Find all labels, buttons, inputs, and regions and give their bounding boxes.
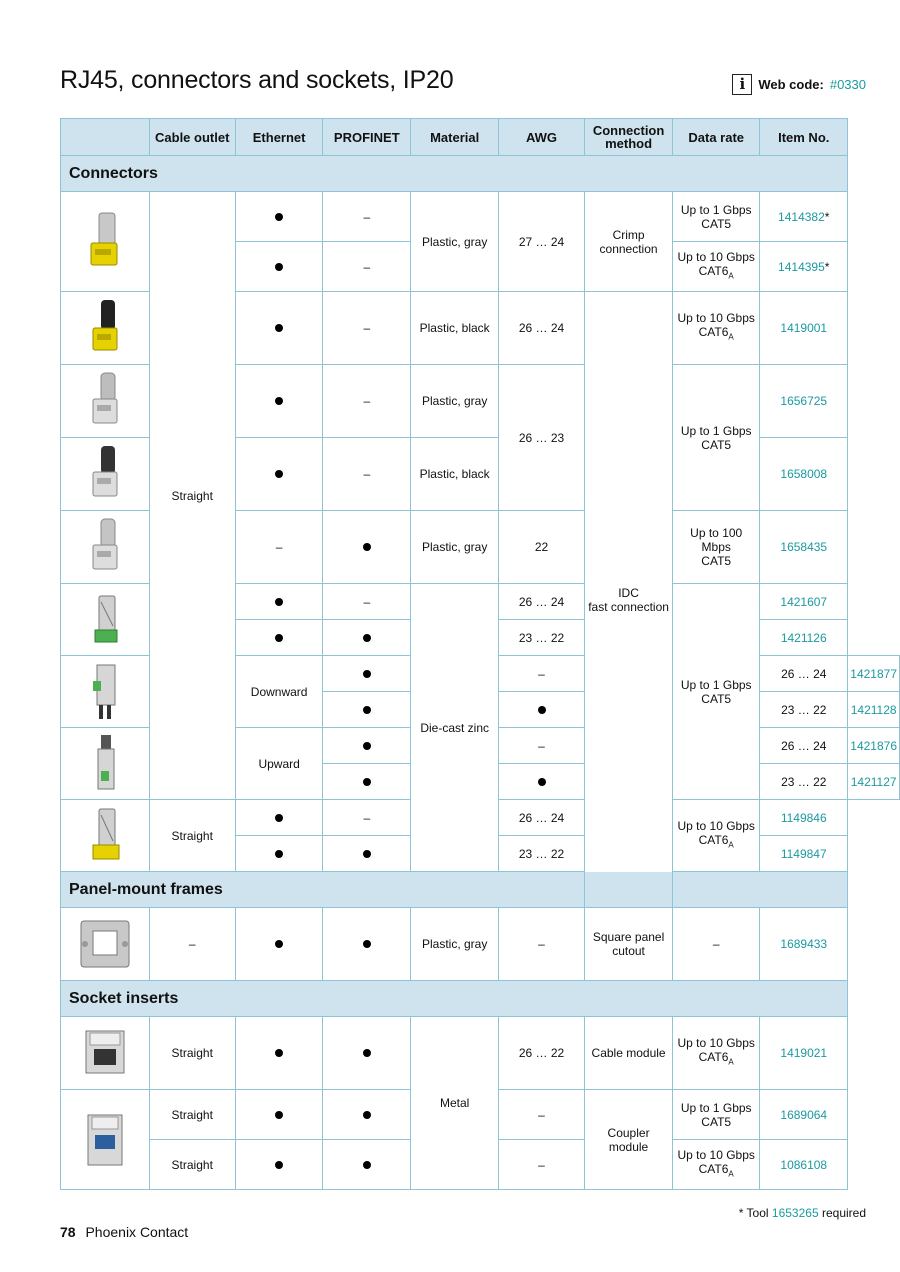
web-code bbox=[732, 74, 866, 95]
asterisk: * bbox=[824, 209, 830, 224]
item-cell bbox=[760, 242, 848, 292]
profinet-cell bbox=[323, 1090, 411, 1140]
cat-label: CAT6 bbox=[698, 1050, 729, 1065]
profinet-cell bbox=[323, 836, 411, 872]
item-cell bbox=[760, 1090, 848, 1140]
awg-cell: 23 … 22 bbox=[499, 620, 585, 656]
awg-cell: 23 … 22 bbox=[760, 692, 848, 728]
ethernet-cell bbox=[323, 764, 411, 800]
dot-icon bbox=[363, 706, 371, 714]
awg-cell: 26 … 24 bbox=[760, 656, 848, 692]
rate-label: Up to 1 Gbps bbox=[680, 1100, 752, 1115]
header-cable-outlet: Cable outlet bbox=[149, 119, 235, 156]
rj45-metal-connector-upward-icon bbox=[85, 733, 125, 795]
data-rate-cell bbox=[673, 292, 760, 365]
cat-sub: A bbox=[728, 840, 734, 850]
cat-label: CAT5 bbox=[701, 554, 732, 568]
cat-label: CAT5 bbox=[701, 1114, 732, 1129]
item-cell bbox=[760, 511, 848, 584]
rate-label: Up to 1 Gbps bbox=[680, 423, 752, 438]
connection-method-cell: Coupler module bbox=[584, 1090, 672, 1190]
awg-cell: 26 … 24 bbox=[760, 728, 848, 764]
awg-cell: 26 … 23 bbox=[499, 365, 585, 511]
rj45-metal-connector-green-icon bbox=[85, 590, 125, 650]
product-image bbox=[61, 438, 150, 511]
awg-cell: 22 bbox=[499, 511, 585, 584]
item-cell bbox=[760, 1017, 848, 1090]
dot-icon bbox=[275, 213, 283, 221]
ethernet-cell bbox=[235, 242, 322, 292]
awg-cell: 26 … 22 bbox=[499, 1017, 585, 1090]
material-cell: Plastic, gray bbox=[411, 365, 499, 438]
product-image bbox=[61, 365, 150, 438]
dot-icon bbox=[363, 850, 371, 858]
header-item-no: Item No. bbox=[760, 119, 848, 156]
awg-cell: – bbox=[499, 1140, 585, 1190]
material-cell: Metal bbox=[411, 1017, 499, 1190]
product-image bbox=[61, 192, 150, 292]
item-link[interactable]: 1149846 bbox=[780, 810, 827, 825]
table-row bbox=[61, 192, 900, 242]
cable-outlet-upward: Upward bbox=[235, 728, 322, 800]
item-cell bbox=[848, 656, 900, 692]
dot-icon bbox=[275, 850, 283, 858]
item-link[interactable]: 1421607 bbox=[780, 594, 828, 609]
item-link[interactable]: 1658435 bbox=[780, 540, 828, 554]
rj45-connector-yellow-icon bbox=[85, 209, 125, 275]
item-link[interactable]: 1414395 bbox=[778, 259, 825, 274]
item-cell bbox=[760, 192, 848, 242]
product-image bbox=[61, 800, 150, 872]
rj45-connector-black-gray-icon bbox=[85, 444, 125, 504]
rate-label: Up to 10 Gbps bbox=[677, 818, 755, 833]
cat-sub: A bbox=[728, 271, 734, 281]
rate-label: Up to 10 Gbps bbox=[677, 1036, 755, 1051]
product-image bbox=[61, 728, 150, 800]
item-link[interactable]: 1419021 bbox=[780, 1046, 828, 1060]
cable-outlet-downward: Downward bbox=[235, 656, 322, 728]
dot-icon bbox=[275, 324, 283, 332]
rj45-connector-black-icon bbox=[85, 298, 125, 358]
company-name: Phoenix Contact bbox=[85, 1224, 189, 1240]
profinet-cell bbox=[323, 620, 411, 656]
material-cell: Plastic, black bbox=[411, 438, 499, 511]
dot-icon bbox=[363, 543, 371, 551]
profinet-cell: – bbox=[323, 365, 411, 438]
header-awg: AWG bbox=[499, 119, 585, 156]
header-data-rate: Data rate bbox=[673, 119, 760, 156]
profinet-cell: – bbox=[499, 728, 585, 764]
awg-cell: 23 … 22 bbox=[499, 836, 585, 872]
ethernet-cell bbox=[323, 728, 411, 764]
connection-method-cell: Crimp connection bbox=[584, 192, 672, 292]
item-cell bbox=[848, 692, 900, 728]
ethernet-cell bbox=[235, 584, 322, 620]
dot-icon bbox=[275, 1161, 283, 1169]
profinet-cell: – bbox=[323, 292, 411, 365]
ethernet-cell bbox=[235, 620, 322, 656]
product-table bbox=[60, 118, 900, 1190]
item-link[interactable]: 1656725 bbox=[780, 394, 828, 408]
dot-icon bbox=[275, 397, 283, 405]
rate-label: Up to 1 Gbps bbox=[680, 202, 752, 217]
product-image bbox=[61, 511, 150, 584]
ethernet-cell bbox=[235, 438, 322, 511]
dot-icon bbox=[363, 1111, 371, 1119]
header-profinet: PROFINET bbox=[323, 119, 411, 156]
product-image bbox=[61, 584, 150, 656]
product-image bbox=[61, 656, 150, 728]
item-cell bbox=[760, 620, 848, 656]
footnote-tool-link[interactable]: 1653265 bbox=[771, 1206, 819, 1220]
ethernet-cell bbox=[235, 292, 322, 365]
data-rate-cell bbox=[673, 365, 760, 511]
dot-icon bbox=[275, 263, 283, 271]
dot-icon bbox=[275, 940, 283, 948]
awg-cell: 26 … 24 bbox=[499, 584, 585, 620]
product-image bbox=[61, 1017, 150, 1090]
item-link[interactable]: 1421877 bbox=[850, 666, 897, 681]
item-link[interactable]: 1689433 bbox=[780, 937, 828, 951]
material-cell: Plastic, black bbox=[411, 292, 499, 365]
cable-outlet-straight: Straight bbox=[149, 192, 235, 800]
dot-icon bbox=[363, 1161, 371, 1169]
item-link[interactable]: 1414382 bbox=[778, 209, 825, 224]
cat-sub: A bbox=[728, 1169, 734, 1179]
item-link[interactable]: 1149847 bbox=[780, 846, 827, 861]
profinet-cell bbox=[323, 1140, 411, 1190]
cable-outlet-cell: Straight bbox=[149, 1090, 235, 1140]
footnote bbox=[739, 1206, 866, 1220]
item-link[interactable]: 1689064 bbox=[780, 1107, 828, 1122]
dot-icon bbox=[538, 706, 546, 714]
profinet-cell bbox=[499, 764, 585, 800]
item-cell bbox=[760, 292, 848, 365]
section-title: Panel-mount frames bbox=[61, 872, 848, 908]
cat-label: CAT6 bbox=[698, 263, 729, 278]
dot-icon bbox=[538, 778, 546, 786]
dot-icon bbox=[275, 814, 283, 822]
dot-icon bbox=[363, 940, 371, 948]
dot-icon bbox=[275, 598, 283, 606]
data-rate-cell bbox=[673, 192, 760, 242]
rate-label: Up to 10 Gbps bbox=[677, 311, 755, 326]
material-cell: Plastic, gray bbox=[411, 908, 499, 981]
material-cell: Plastic, gray bbox=[411, 192, 499, 292]
ethernet-cell bbox=[235, 1017, 322, 1090]
item-cell bbox=[760, 800, 848, 836]
connection-method-cell: Cable module bbox=[584, 1017, 672, 1090]
rate-label: Up to 100 Mbps bbox=[690, 526, 743, 554]
profinet-cell: – bbox=[323, 800, 411, 836]
ethernet-cell bbox=[235, 908, 322, 981]
connection-method-cell: Square panel cutout bbox=[584, 908, 672, 981]
info-icon: i bbox=[732, 74, 752, 95]
cat-label: CAT6 bbox=[698, 832, 729, 847]
section-row-connectors bbox=[61, 156, 900, 192]
idc-label: IDC bbox=[618, 585, 639, 600]
profinet-cell: – bbox=[323, 584, 411, 620]
awg-cell: – bbox=[499, 908, 585, 981]
rate-label: Up to 10 Gbps bbox=[677, 1147, 755, 1162]
profinet-cell bbox=[499, 692, 585, 728]
socket-insert-coupler-module-icon bbox=[82, 1109, 128, 1171]
item-cell bbox=[760, 908, 848, 981]
rj45-metal-connector-yellow-icon bbox=[85, 805, 125, 867]
panel-mount-frame-icon bbox=[75, 917, 135, 971]
cat-sub: A bbox=[728, 1057, 734, 1067]
section-title: Socket inserts bbox=[61, 981, 848, 1017]
web-code-label: Web code: bbox=[758, 77, 824, 92]
dot-icon bbox=[363, 742, 371, 750]
dot-icon bbox=[363, 1049, 371, 1057]
item-cell bbox=[848, 728, 900, 764]
profinet-cell: – bbox=[323, 438, 411, 511]
rj45-metal-connector-downward-icon bbox=[85, 661, 125, 723]
cable-outlet-straight: Straight bbox=[149, 800, 235, 872]
header-image bbox=[61, 119, 150, 156]
awg-cell: 26 … 24 bbox=[499, 292, 585, 365]
dot-icon bbox=[275, 470, 283, 478]
footnote-prefix: * Tool bbox=[738, 1206, 769, 1220]
item-cell bbox=[760, 365, 848, 438]
ethernet-cell bbox=[235, 836, 322, 872]
item-cell bbox=[760, 438, 848, 511]
data-rate-cell bbox=[673, 1090, 760, 1140]
dot-icon bbox=[275, 1049, 283, 1057]
data-rate-cell bbox=[673, 1017, 760, 1090]
cat-label: CAT5 bbox=[701, 437, 732, 452]
ethernet-cell bbox=[235, 1090, 322, 1140]
cable-outlet-cell: Straight bbox=[149, 1140, 235, 1190]
asterisk: * bbox=[824, 259, 830, 274]
data-rate-cell bbox=[673, 511, 760, 584]
product-image bbox=[61, 908, 150, 981]
item-cell bbox=[848, 764, 900, 800]
ethernet-cell bbox=[323, 692, 411, 728]
data-rate-cell bbox=[673, 1140, 760, 1190]
ethernet-cell bbox=[235, 800, 322, 836]
rate-label: Up to 10 Gbps bbox=[677, 249, 755, 264]
cat-label: CAT6 bbox=[698, 1161, 729, 1176]
header-ethernet: Ethernet bbox=[235, 119, 322, 156]
socket-insert-cable-module-icon bbox=[80, 1025, 130, 1081]
product-image bbox=[61, 292, 150, 365]
ethernet-cell bbox=[235, 192, 322, 242]
ethernet-cell bbox=[235, 365, 322, 438]
awg-cell: 23 … 22 bbox=[760, 764, 848, 800]
awg-cell: 27 … 24 bbox=[499, 192, 585, 292]
profinet-cell bbox=[323, 1017, 411, 1090]
item-link[interactable]: 1421126 bbox=[780, 630, 827, 645]
profinet-cell: – bbox=[323, 192, 411, 242]
cat-sub: A bbox=[728, 332, 734, 342]
item-cell bbox=[760, 836, 848, 872]
awg-cell: – bbox=[499, 1090, 585, 1140]
table-row bbox=[61, 908, 900, 981]
page-number: 78 bbox=[60, 1224, 76, 1240]
awg-cell: 26 … 24 bbox=[499, 800, 585, 836]
profinet-cell: – bbox=[499, 656, 585, 692]
cat-label: CAT5 bbox=[701, 216, 732, 231]
page-title: RJ45, connectors and sockets, IP20 bbox=[60, 66, 454, 94]
dot-icon bbox=[275, 634, 283, 642]
dot-icon bbox=[363, 670, 371, 678]
profinet-cell bbox=[323, 511, 411, 584]
ethernet-cell bbox=[323, 656, 411, 692]
product-image bbox=[61, 1090, 150, 1190]
item-cell bbox=[760, 1140, 848, 1190]
rj45-connector-gray-icon bbox=[85, 371, 125, 431]
dot-icon bbox=[363, 778, 371, 786]
dot-icon bbox=[363, 634, 371, 642]
data-rate-cell bbox=[673, 584, 760, 800]
data-rate-cell bbox=[673, 800, 760, 872]
data-rate-cell bbox=[673, 242, 760, 292]
cat-label: CAT6 bbox=[698, 325, 729, 340]
page-footer bbox=[60, 1224, 188, 1240]
web-code-link[interactable]: #0330 bbox=[829, 77, 866, 92]
cable-outlet-cell: – bbox=[149, 908, 235, 981]
material-cell: Plastic, gray bbox=[411, 511, 499, 584]
table-header-row bbox=[61, 119, 900, 156]
ethernet-cell bbox=[235, 1140, 322, 1190]
item-link[interactable]: 1421128 bbox=[850, 702, 897, 717]
section-title: Connectors bbox=[61, 156, 848, 192]
item-link[interactable]: 1658008 bbox=[780, 467, 828, 481]
header-connection-method: Connection method bbox=[584, 119, 672, 156]
item-cell bbox=[760, 584, 848, 620]
header-material: Material bbox=[411, 119, 499, 156]
profinet-cell: – bbox=[323, 242, 411, 292]
item-link[interactable]: 1086108 bbox=[780, 1157, 828, 1172]
idc-label-2: fast connection bbox=[588, 599, 669, 614]
cable-outlet-cell: Straight bbox=[149, 1017, 235, 1090]
section-row-socket bbox=[61, 981, 900, 1017]
item-link[interactable]: 1421876 bbox=[850, 738, 897, 753]
ethernet-cell: – bbox=[235, 511, 322, 584]
cat-label: CAT5 bbox=[701, 691, 732, 706]
connection-method-idc bbox=[584, 292, 672, 908]
footnote-suffix: required bbox=[821, 1206, 866, 1220]
table-row bbox=[61, 1017, 900, 1090]
material-cell: Die-cast zinc bbox=[411, 584, 499, 872]
dot-icon bbox=[275, 1111, 283, 1119]
profinet-cell bbox=[323, 908, 411, 981]
section-row-panel bbox=[61, 872, 900, 908]
item-link[interactable]: 1421127 bbox=[850, 774, 897, 789]
data-rate-cell: – bbox=[673, 908, 760, 981]
rate-label: Up to 1 Gbps bbox=[680, 677, 752, 692]
rj45-connector-gray-icon bbox=[85, 517, 125, 577]
item-link[interactable]: 1419001 bbox=[780, 321, 828, 335]
